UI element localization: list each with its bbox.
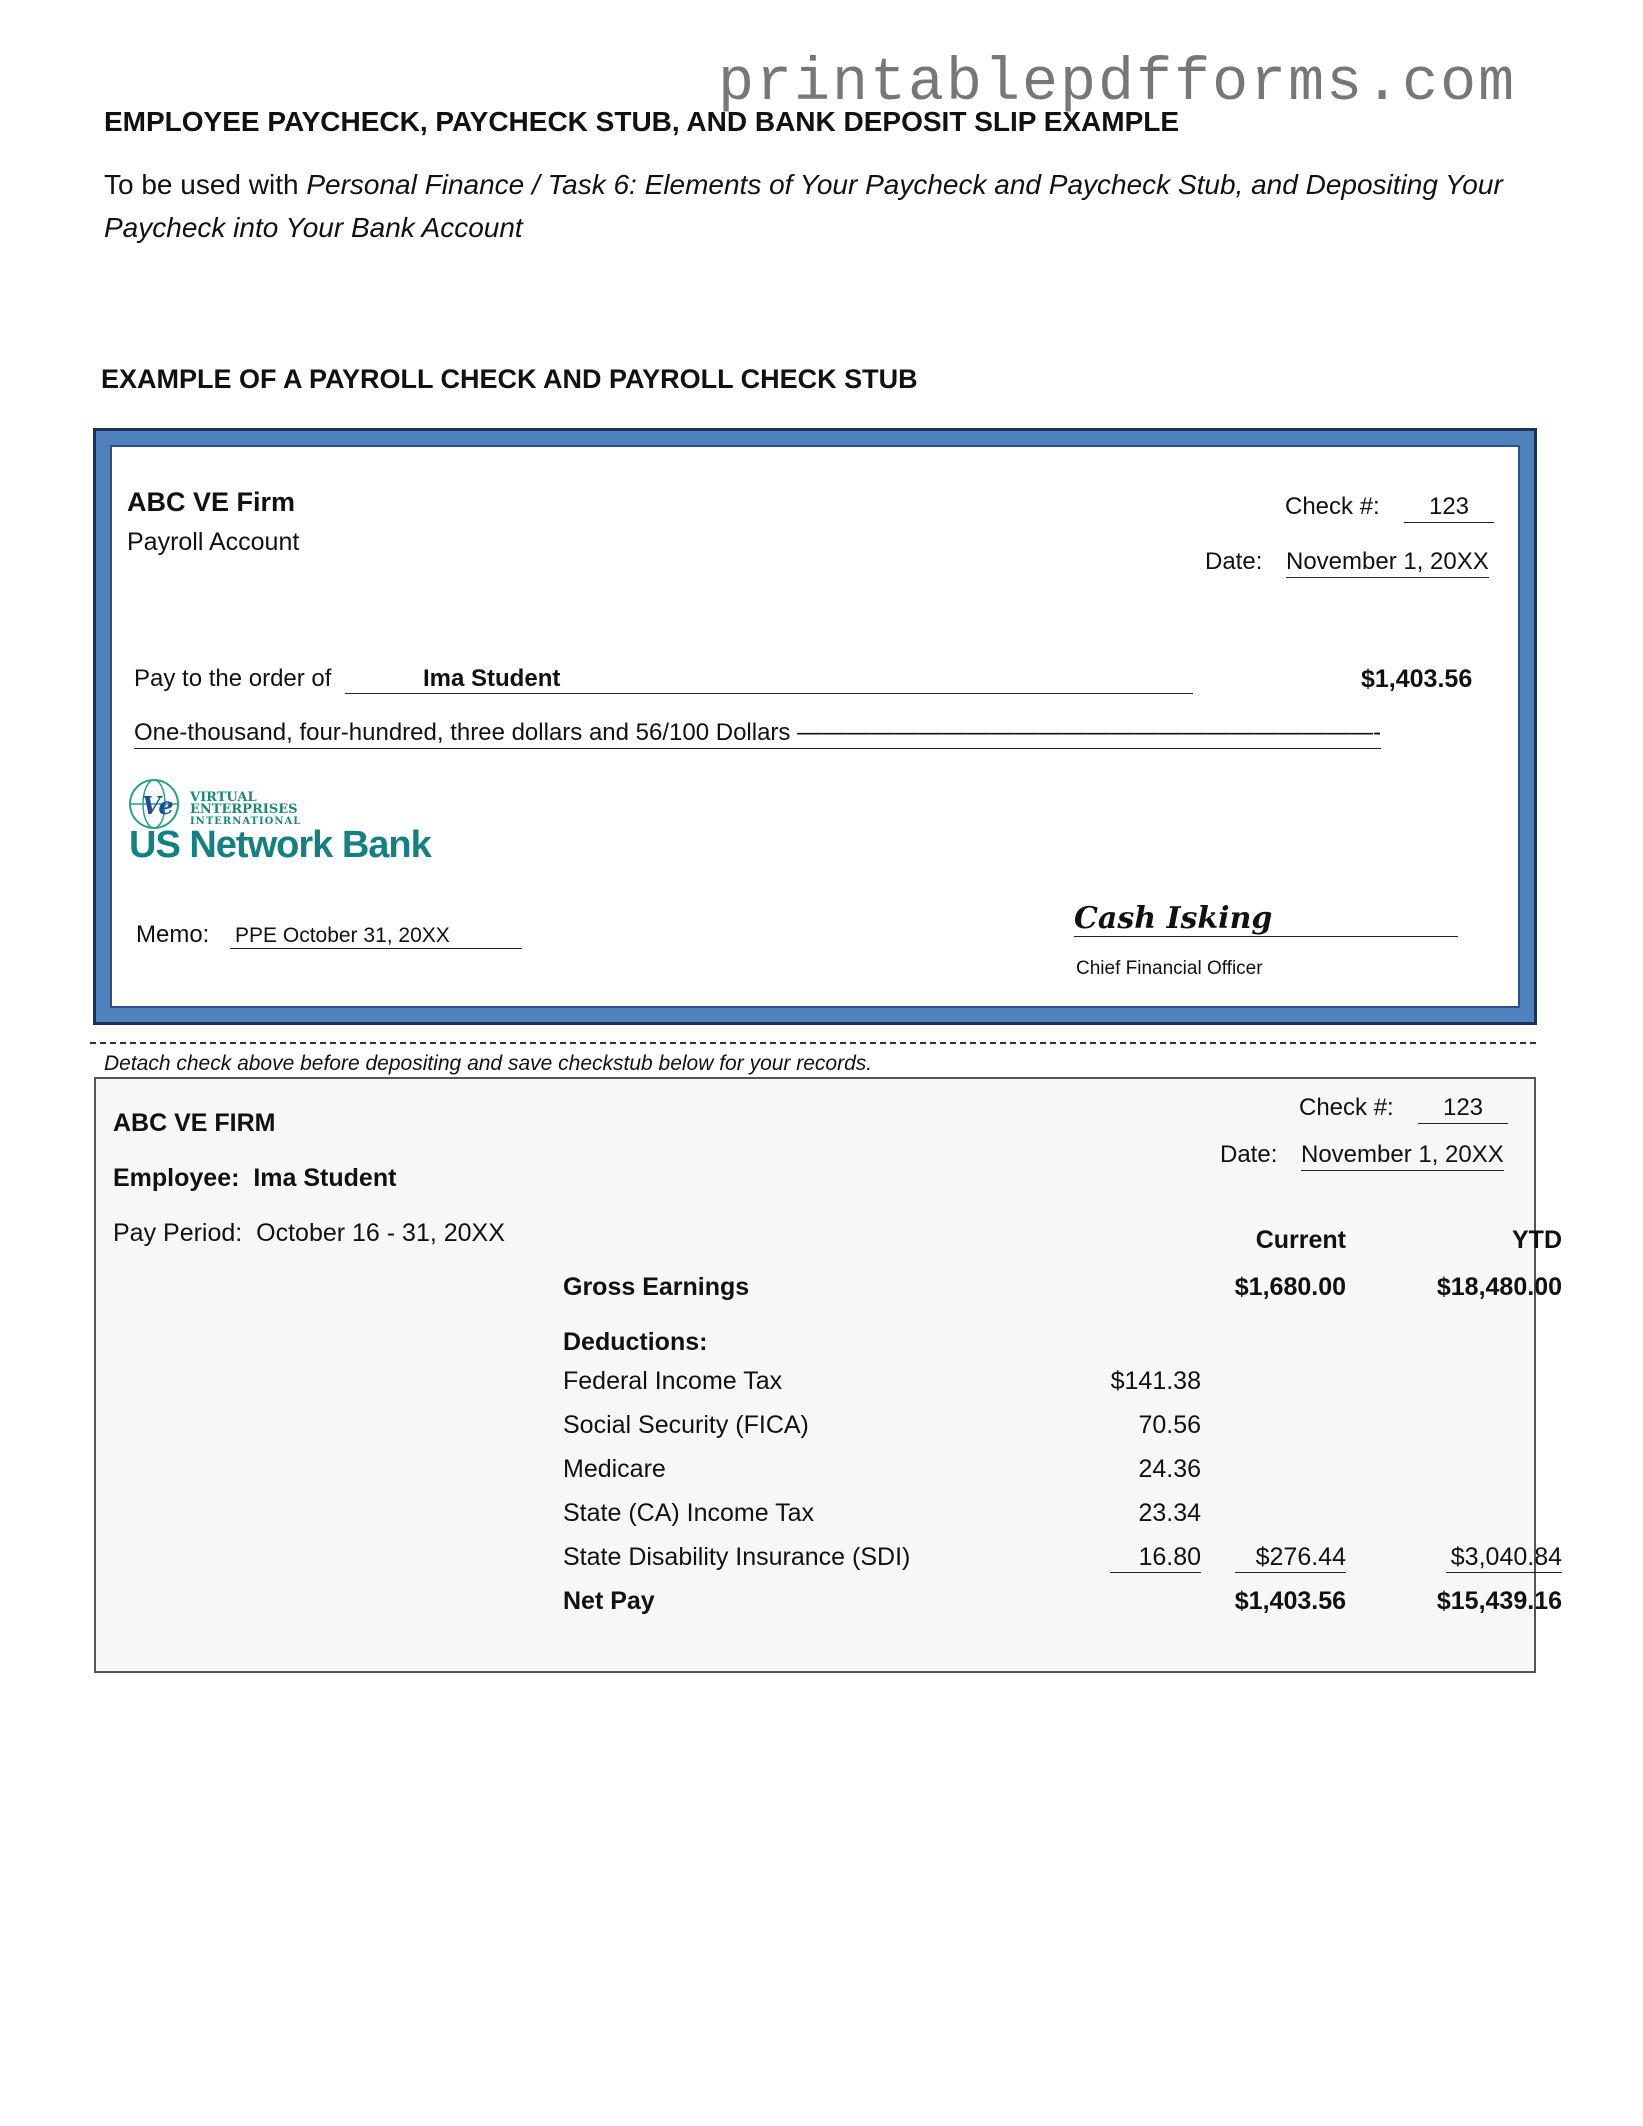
bank-name: US Network Bank [129,824,431,866]
logo-line-1: VIRTUAL [190,790,257,805]
employee-name: Ima Student [253,1164,397,1192]
intro-italic-2: Paycheck into Your Bank Account [104,212,523,243]
net-pay-ytd: $15,439.16 [1436,1587,1562,1615]
deductions-label: Deductions: [563,1328,708,1356]
intro-prefix: To be used with [104,169,307,200]
gross-ytd: $18,480.00 [1436,1273,1562,1301]
check-date-label: Date: [1205,548,1263,575]
memo-label: Memo: [136,921,210,948]
deduction-label: State (CA) Income Tax [563,1499,815,1527]
signature: Cash Isking [1074,901,1458,937]
deduction-label: Medicare [563,1455,666,1483]
deduction-amount: 70.56 [1138,1411,1201,1439]
stub-check-number: 123 [1418,1094,1508,1124]
watermark: printablepdfforms.com [718,50,1517,118]
deduction-amount: $141.38 [1110,1367,1201,1395]
amount-in-words: One-thousand, four-hundred, three dollars and 56/100 Dollars ————————————————————————- [134,719,1381,749]
memo-value: PPE October 31, 20XX [230,924,522,949]
check-amount: $1,403.56 [1361,665,1473,693]
section-title: EXAMPLE OF A PAYROLL CHECK AND PAYROLL CHECK STUB [101,364,918,394]
stub-check-number-label: Check #: [1299,1094,1394,1121]
pay-period-value: October 16 - 31, 20XX [256,1219,505,1247]
column-ytd: YTD [1512,1226,1562,1254]
stub-date: November 1, 20XX [1301,1141,1504,1171]
check-body [110,445,1520,1008]
net-pay-label: Net Pay [563,1587,655,1615]
deduction-amount: 23.34 [1138,1499,1201,1527]
check-number: 123 [1404,493,1494,523]
pay-period-label: Pay Period: [113,1219,243,1247]
net-pay-current: $1,403.56 [1234,1587,1346,1615]
check-account: Payroll Account [127,528,300,556]
signer-title: Chief Financial Officer [1076,958,1263,979]
globe-icon [124,772,194,832]
deduction-label: State Disability Insurance (SDI) [563,1543,911,1571]
document-title: EMPLOYEE PAYCHECK, PAYCHECK STUB, AND BANK DEPOSIT SLIP EXAMPLE [104,106,1180,137]
deduction-label: Social Security (FICA) [563,1411,809,1439]
detach-line [90,1042,1536,1044]
check-stub [94,1077,1562,1673]
check-number-label: Check #: [1285,493,1380,520]
payee-name: Ima Student [345,665,1193,694]
detach-instructions: Detach check above before depositing and save checkstub below for your records. [104,1052,873,1075]
deduction-amount: 16.80 [1110,1543,1201,1573]
stub-pay-period [113,1219,505,1248]
pay-to-label: Pay to the order of [134,665,332,692]
payroll-check [93,428,1537,1025]
gross-earnings-label: Gross Earnings [563,1273,750,1301]
stub-company: ABC VE FIRM [113,1109,276,1137]
logo-line-2: ENTERPRISES [190,802,298,817]
stub-date-label: Date: [1220,1141,1278,1168]
bank-logo [124,772,444,872]
deductions-total-ytd: $3,040.84 [1446,1543,1562,1573]
check-company: ABC VE Firm [127,487,296,517]
intro-italic-1: Personal Finance / Task 6: Elements of Your Paycheck and Paycheck Stub, and Depositing Your [306,169,1503,200]
column-current: Current [1255,1226,1346,1254]
intro-text [104,163,1504,249]
deductions-total-current: $276.44 [1235,1543,1346,1573]
logo-line-3: INTERNATIONAL [190,816,302,827]
check-date: November 1, 20XX [1286,548,1489,578]
employee-label: Employee: [113,1164,240,1192]
deduction-label: Federal Income Tax [563,1367,783,1395]
gross-current: $1,680.00 [1234,1273,1346,1301]
svg-text:Ve: Ve [142,791,174,820]
deduction-amount: 24.36 [1138,1455,1201,1483]
stub-employee [113,1164,396,1193]
